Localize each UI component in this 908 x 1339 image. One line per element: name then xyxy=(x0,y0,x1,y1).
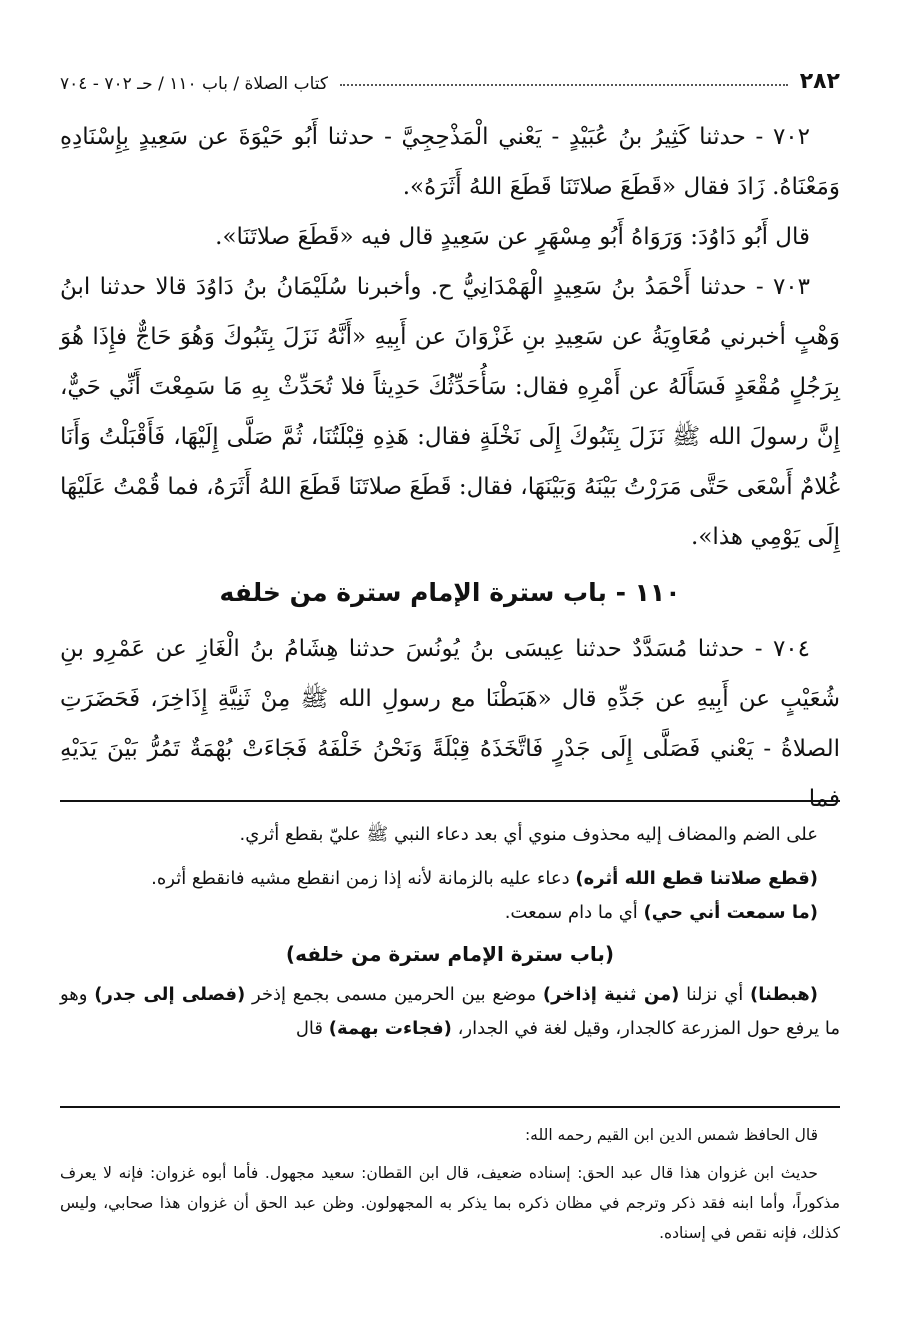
book-page xyxy=(60,48,840,1318)
page-header xyxy=(60,54,840,94)
abu-dawud-comment: قال أَبُو دَاوُدَ: وَرَوَاهُ أَبُو مِسْهَرٍ عن سَعِيدٍ قال فيه «قَطَعَ صلاتَنَا». xyxy=(215,224,810,250)
commentary-line xyxy=(60,862,840,896)
footnote-divider xyxy=(60,1106,840,1108)
commentary-text: قال xyxy=(295,1018,329,1039)
hadith-704: ٧٠٤ - حدثنا مُسَدَّدٌ حدثنا عِيسَى بنُ يُونُسَ حدثنا هِشَامُ بنُ الْغَازِ عن عَمْرِو بنِ شُعَيْبٍ عن أَبِيهِ عن جَدِّهِ قال «هَبَطْنَا مع رسولِ الله ﷺ مِنْ ثَنِيَّةِ إِذَاخِرَ، فَحَضَرَتِ الصلاةُ - يَعْني فَصَلَّى إِلَى جَدْرٍ فَاتَّخَذَهُ قِبْلَةً وَنَحْنُ خَلْفَهُ فَجَاءَتْ بُهْمَةٌ تَمُرُّ بَيْنَ يَدَيْهِ فما xyxy=(60,636,840,812)
commentary-lemma: (فجاءت بهمة) xyxy=(328,1018,452,1039)
commentary-lemma: (هبطنا) xyxy=(750,984,818,1005)
main-text xyxy=(60,112,840,824)
running-head: كتاب الصلاة / باب ١١٠ / حـ ٧٠٢ - ٧٠٤ xyxy=(60,74,328,94)
commentary-text: موضع بين الحرمين مسمى بجمع إذخر xyxy=(245,984,543,1005)
commentary-divider xyxy=(60,800,840,802)
commentary-text: أي ما دام سمعت. xyxy=(504,902,644,923)
footnotes xyxy=(60,1120,840,1248)
commentary-text: أي نزلنا xyxy=(679,984,751,1005)
chapter-title: ١١٠ - باب سترة الإمام سترة من خلفه xyxy=(219,578,681,607)
footnote-text: حديث ابن غزوان هذا قال عبد الحق: إسناده ضعيف، قال ابن القطان: سعيد مجهول. فأما أبوه غزوان: فإنه لا يعرف مذكوراً، وأما ابنه فقد ذكر وترجم في مظان ذكره بما يذكر به المجهولون. وظن عبد الحق أن غزوان هذا صحابي، وليس كذلك، فإنه نقص في إسناده. xyxy=(60,1164,840,1242)
commentary-lemma: (قطع صلاتنا قطع الله أثره) xyxy=(575,868,818,889)
commentary-text: دعاء عليه بالزمانة لأنه إذا زمن انقطع مشيه فانقطع أثره. xyxy=(151,868,576,889)
hadith-703: ٧٠٣ - حدثنا أَحْمَدُ بنُ سَعِيدٍ الْهَمْدَانِيُّ ح. وأخبرنا سُلَيْمَانُ بنُ دَاوُدَ قالا حدثنا ابنُ وَهْبٍ أخبرني مُعَاوِيَةُ عن سَعِيدِ بنِ غَزْوَانَ عن أَبِيهِ «أَنَّهُ نَزَلَ بِتَبُوكَ وَهُوَ حَاجٌّ فإِذَا هُوَ بِرَجُلٍ مُقْعَدٍ فَسَأَلَهُ عن أَمْرِهِ فقال: سَأُحَدِّثُكَ حَدِيثاً فلا تُحَدِّثْ بِهِ مَا سَمِعْتَ أَنِّي حَيٌّ، إِنَّ رسولَ الله ﷺ نَزَلَ بِتَبُوكَ إِلَى نَخْلَةٍ فقال: هَذِهِ قِبْلَتُنَا، ثُمَّ صَلَّى إِلَيْهَا، فَأَقْبَلْتُ وَأَنَا غُلامٌ أَسْعَى حَتَّى مَرَرْتُ بَيْنَهُ وَبَيْنَهَا، فقال: قَطَعَ صلاتَنَا قَطَعَ اللهُ أَثَرَهُ، فما قُمْتُ عَلَيْهَا إِلَى يَوْمِي هذا». xyxy=(60,274,840,550)
commentary-text: وهو ما يرفع حول المزرعة كالجدار، وقيل لغة في الجدار، xyxy=(60,984,840,1039)
header-dotted-leader xyxy=(340,83,788,86)
commentary-lemma: (فصلى إلى جدر) xyxy=(94,984,246,1005)
commentary-line xyxy=(60,978,840,1046)
commentary-line: على الضم والمضاف إليه محذوف منوي أي بعد دعاء النبي ﷺ عليّ بقطع أثري. xyxy=(239,824,818,845)
commentary-lemma: (من ثنية إذاخر) xyxy=(542,984,680,1005)
page-number: ٢٨٢ xyxy=(799,69,840,94)
commentary-chapter-title: (باب سترة الإمام سترة من خلفه) xyxy=(285,942,615,966)
commentary-line xyxy=(60,896,840,930)
commentary-lemma: (ما سمعت أني حي) xyxy=(643,902,818,923)
commentary xyxy=(60,818,840,1046)
footnote-heading: قال الحافظ شمس الدين ابن القيم رحمه الله: xyxy=(524,1126,818,1144)
hadith-702: ٧٠٢ - حدثنا كَثِيرُ بنُ عُبَيْدٍ - يَعْني الْمَذْحِجِيَّ - حدثنا أَبُو حَيْوَةَ عن سَعِيدٍ بِإِسْنَادِهِ وَمَعْنَاهُ. زَادَ فقال «قَطَعَ صلاتَنَا قَطَعَ اللهُ أَثَرَهُ». xyxy=(60,124,840,200)
